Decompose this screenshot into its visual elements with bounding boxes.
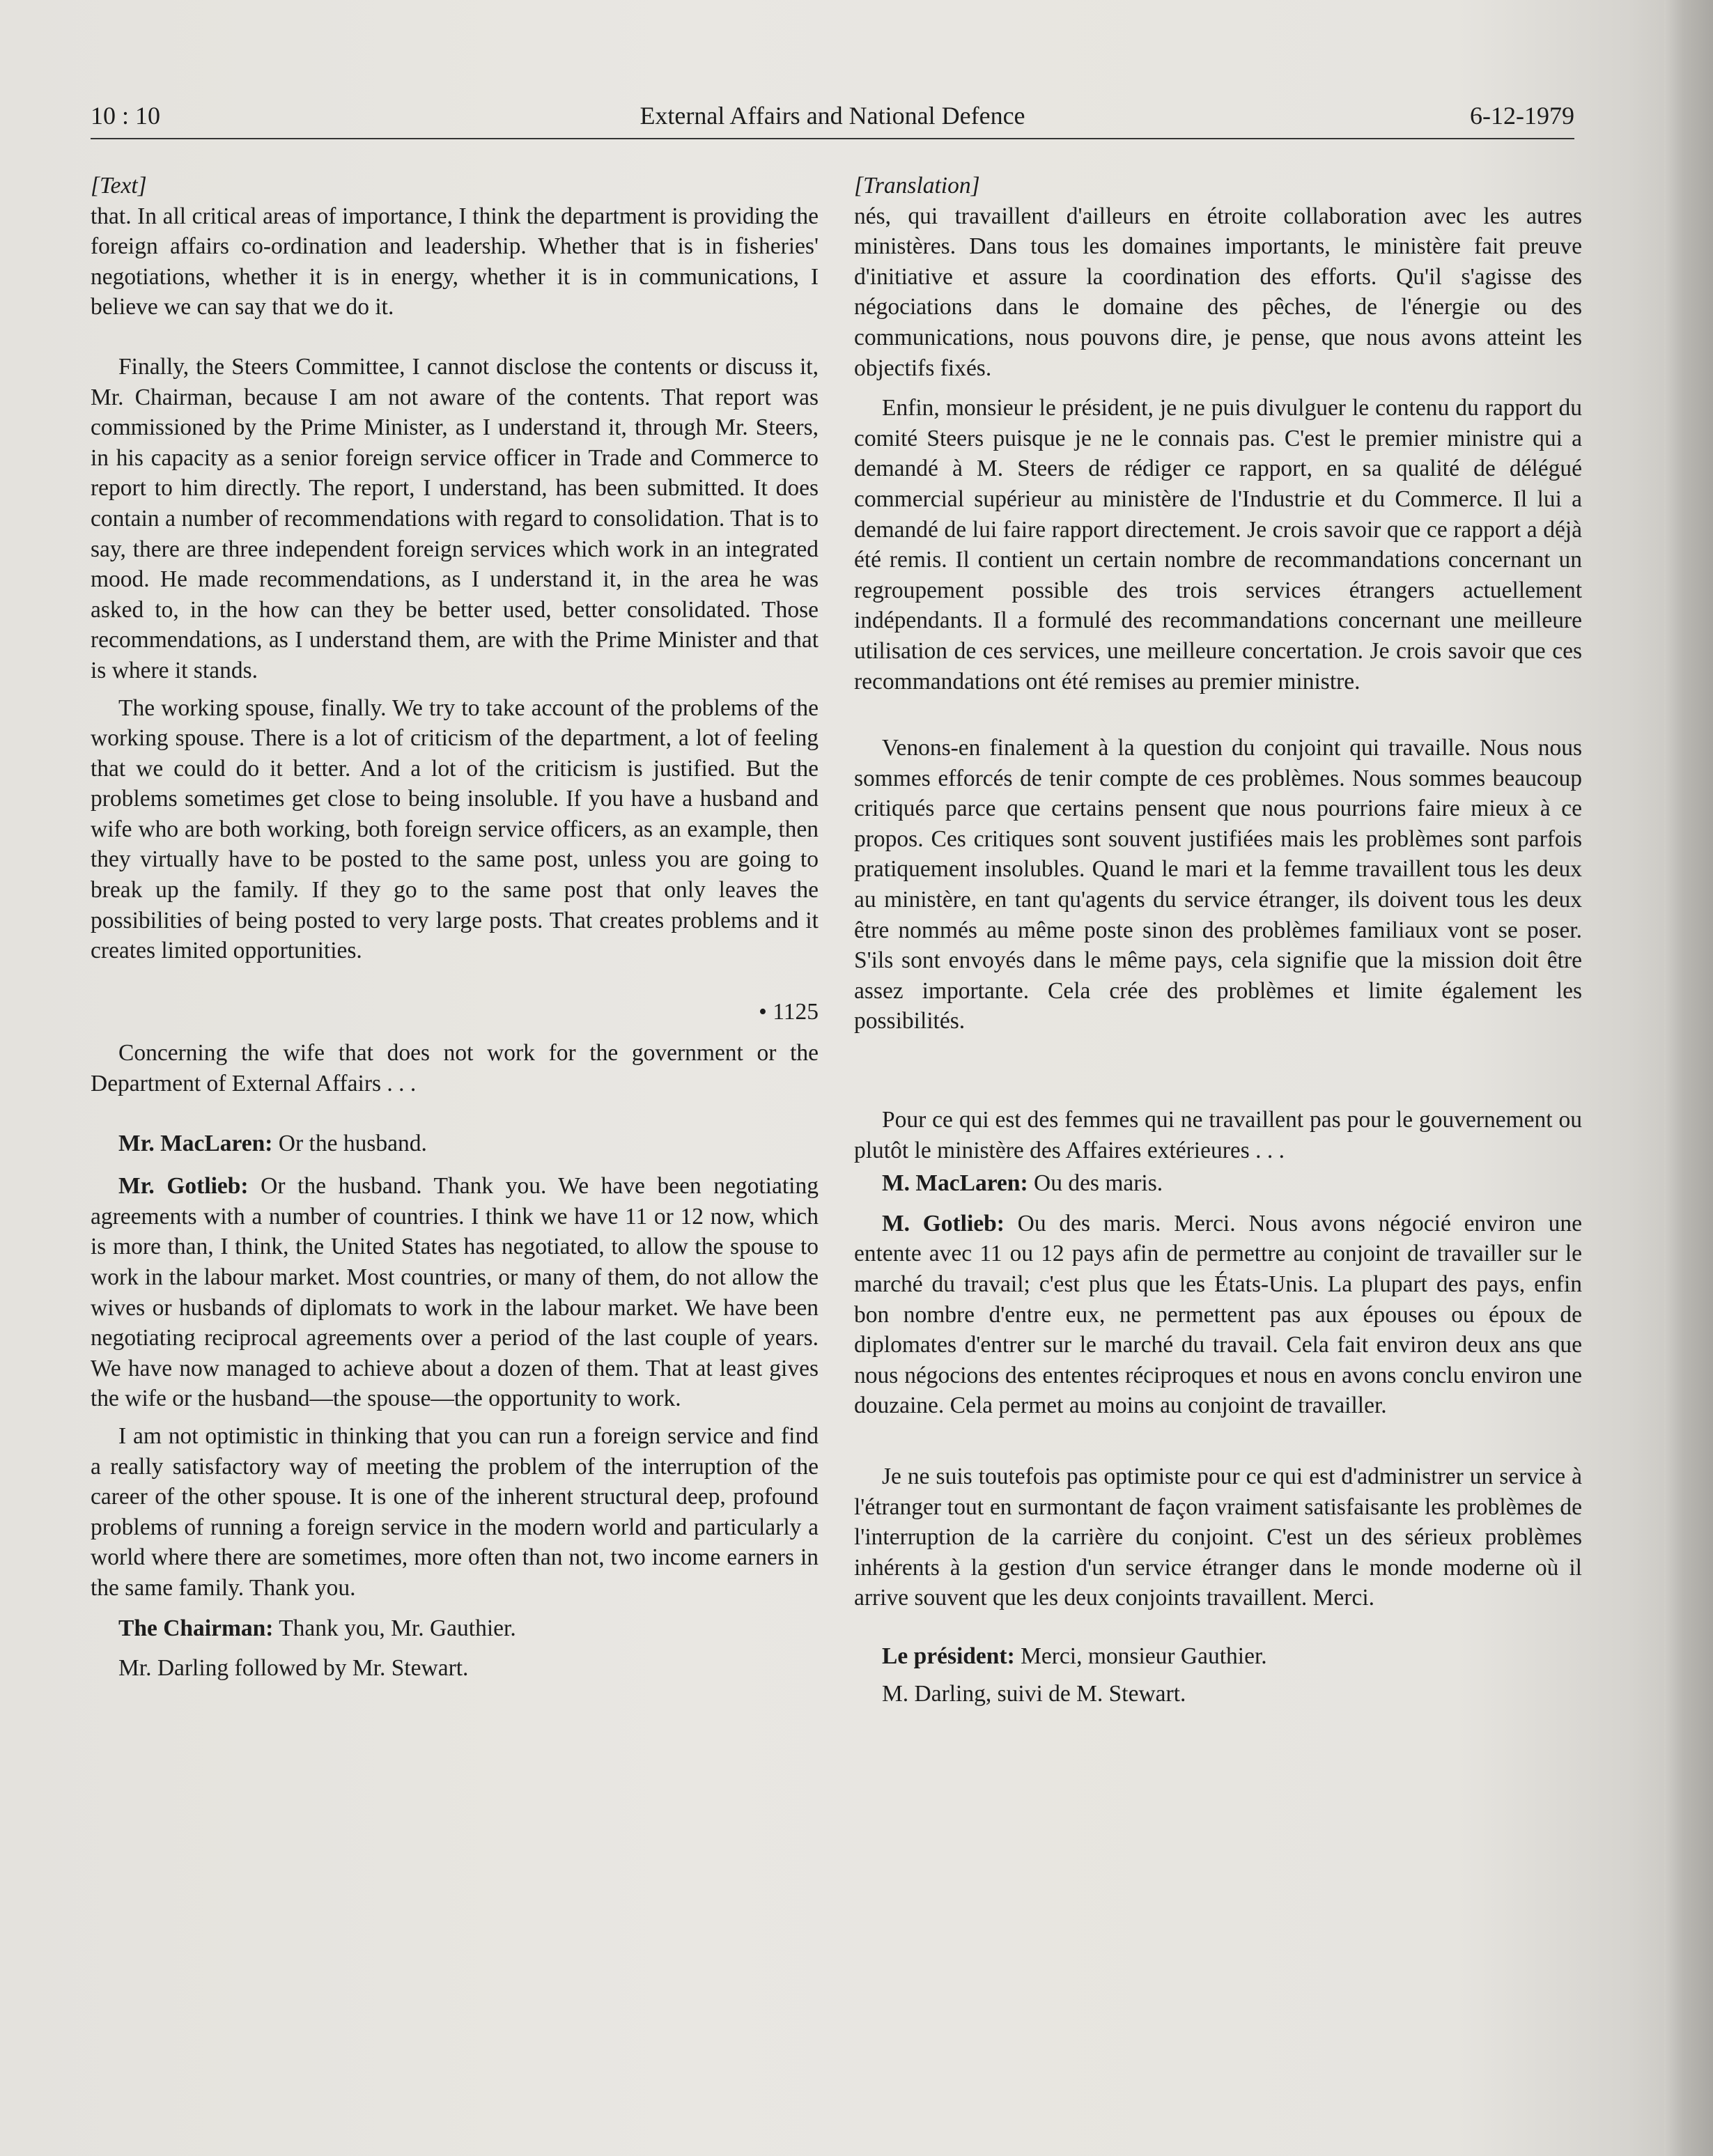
paragraph: Concerning the wife that does not work for the government or the Department of External Affairs . . .: [91, 1040, 819, 1097]
speech-text: Or the husband.: [272, 1130, 427, 1156]
page-spine-shadow: [1664, 0, 1713, 2156]
text-label: [Text]: [91, 173, 147, 199]
paragraph: Finally, the Steers Committee, I cannot disclose the contents or discuss it, Mr. Chairman, because I am not aware of the contents. That report was commissioned by the Prime Minister, as I understand it, through Mr. Steers, in his capacity as a senior foreign service officer in Trade and Commerce to report to him directly. The report, I understand, has been submitted. It does contain a number of recommendations with regard to consolidation. That is to say, there are three independent foreign services which work in an integrated mood. He made recommendations, as I understand it, in the area he was asked to, in the how can they be better used, better consolidated. Those recommendations, as I understand them, are with the Prime Minister and that is where it stands.: [91, 353, 819, 683]
english-column: [91, 171, 819, 1684]
speaker-turn: [854, 1168, 1582, 1199]
paragraph: Mr. Darling followed by Mr. Stewart.: [118, 1655, 469, 1682]
speaker-name: The Chairman:: [118, 1615, 274, 1641]
translation-label: [Translation]: [854, 173, 980, 199]
speaker-name: Mr. MacLaren:: [118, 1130, 273, 1156]
speaker-turn: [91, 1129, 819, 1159]
paragraph: Venons-en finalement à la question du conjoint qui travaille. Nous nous sommes efforcés de tenir compte de ces problèmes. Nous sommes beaucoup critiqués parce que certains pensent que nous pourrions faire mieux à ce propos. Ces critiques sont souvent justifiées mais les problèmes sont parfois pratiquement insolubles. Quand le mari et la femme travaillent tous les deux au ministère, en tant qu'agents du service étranger, ils doivent tous les deux être nommés au même poste sinon des problèmes familiaux vont se poser. S'ils sont envoyés dans le même pays, cela signifie que la mission doit être assez importante. Cela crée des problèmes et limite également les possibilités.: [854, 735, 1582, 1034]
speech-text: Merci, monsieur Gauthier.: [1014, 1643, 1267, 1669]
speech-text: Ou des maris. Merci. Nous avons négocié environ une entente avec 11 ou 12 pays afin de permettre au conjoint de travailler sur le marché du travail; c'est plus que les États-Unis. La plupart des pays, enfin bon nombre d'entre eux, ne permettent pas aux épouses ou époux de diplomates d'entrer sur le marché du travail. Cela fait environ deux ans que nous négocions des ententes réciproques et nous en avons conclu environ une douzaine. Cela permet au moins au conjoint de travailler.: [854, 1210, 1582, 1419]
speaker-turn: [854, 1641, 1582, 1672]
header-date: 6-12-1979: [1470, 102, 1574, 130]
paragraph: Enfin, monsieur le président, je ne puis divulguer le contenu du rapport du comité Steers puisque je ne le connais pas. C'est le premier ministre qui a demandé à M. Steers de rédiger ce rapport, en sa qualité de délégué commercial supérieur au ministère de l'Industrie et du Commerce. Il lui a demandé de lui faire rapport directement. Je crois savoir que ce rapport a déjà été remis. Il contient un certain nombre de recommandations concernant un regroupement possible des trois services étrangers actuellement indépendants. Il a formulé des recommandations concernant une meilleure utilisation de ces services, une meilleure concertation. Je crois savoir que ces recommandations ont été remises au premier ministre.: [854, 395, 1582, 695]
time-marker: • 1125: [759, 998, 819, 1025]
running-title: External Affairs and National Defence: [640, 102, 1025, 130]
paragraph: M. Darling, suivi de M. Stewart.: [882, 1680, 1186, 1707]
speaker-turn: [854, 1209, 1582, 1421]
paragraph: that. In all critical areas of importance, I think the department is providing the foreign affairs co-ordination and leadership. Whether that is in fisheries' negotiations, whether it is in energy, whether it is in communications, I believe we can say that we do it.: [91, 203, 819, 320]
page-number: 10 : 10: [91, 102, 161, 130]
speaker-turn: [91, 1613, 819, 1644]
speech-text: Thank you, Mr. Gauthier.: [273, 1615, 516, 1641]
paragraph: I am not optimistic in thinking that you can run a foreign service and find a really satisfactory way of meeting the problem of the interruption of the career of the other spouse. It is one of the inherent structural deep, profound problems of running a foreign service in the modern world and particularly a world where there are sometimes, more often than not, two income earners in the same family. Thank you.: [91, 1422, 819, 1601]
speech-text: Ou des maris.: [1028, 1170, 1163, 1197]
paragraph: Je ne suis toutefois pas optimiste pour ce qui est d'administrer un service à l'étranger tout en surmontant de façon vraiment satisfaisante les problèmes de l'interruption de la carrière du conjoint. C'est un des sérieux problèmes inhérents à la gestion d'un service étranger dans le monde moderne où il arrive souvent que les deux conjoints travaillent. Merci.: [854, 1463, 1582, 1611]
speech-text: Or the husband. Thank you. We have been negotiating agreements with a number of countries. I think we have 11 or 12 now, which is more than, I think, the United States has negotiated, to allow the spouse to work in the labour market. Most countries, or many of them, do not allow the wives or husbands of diplomats to work in the labour market. We have been negotiating reciprocal agreements over a period of the last couple of years. We have now managed to achieve about a dozen of them. That at least gives the wife or the husband—the spouse—the opportunity to work.: [91, 1173, 819, 1412]
page-header: [91, 96, 1574, 139]
paragraph: Pour ce qui est des femmes qui ne travaillent pas pour le gouvernement ou plutôt le ministère des Affaires extérieures . . .: [854, 1107, 1582, 1163]
french-column: [854, 171, 1582, 1709]
speaker-name: M. Gotlieb:: [882, 1210, 1005, 1236]
speaker-name: M. MacLaren:: [882, 1170, 1028, 1197]
paragraph: The working spouse, finally. We try to take account of the problems of the working spouse. There is a lot of criticism of the department, a lot of feeling that we could do it better. And a lot of the criticism is justified. But the problems sometimes get close to being insoluble. If you have a husband and wife who are both working, both foreign service officers, as an example, then they virtually have to be posted to the same post, unless you are going to break up the family. If they go to the same post that only leaves the possibilities of being posted to very large posts. That creates problems and it creates limited opportunities.: [91, 695, 819, 964]
paragraph: nés, qui travaillent d'ailleurs en étroite collaboration avec les autres ministères. Dans tous les domaines importants, le ministère fait preuve d'initiative et assure la coordination des efforts. Qu'il s'agisse des négociations dans le domaine des pêches, de l'énergie ou des communications, nous pouvons dire, je pense, que nous avons atteint les objectifs fixés.: [854, 203, 1582, 381]
speaker-name: Mr. Gotlieb:: [118, 1173, 249, 1200]
speaker-name: Le président:: [882, 1643, 1015, 1669]
speaker-turn: [91, 1171, 819, 1414]
